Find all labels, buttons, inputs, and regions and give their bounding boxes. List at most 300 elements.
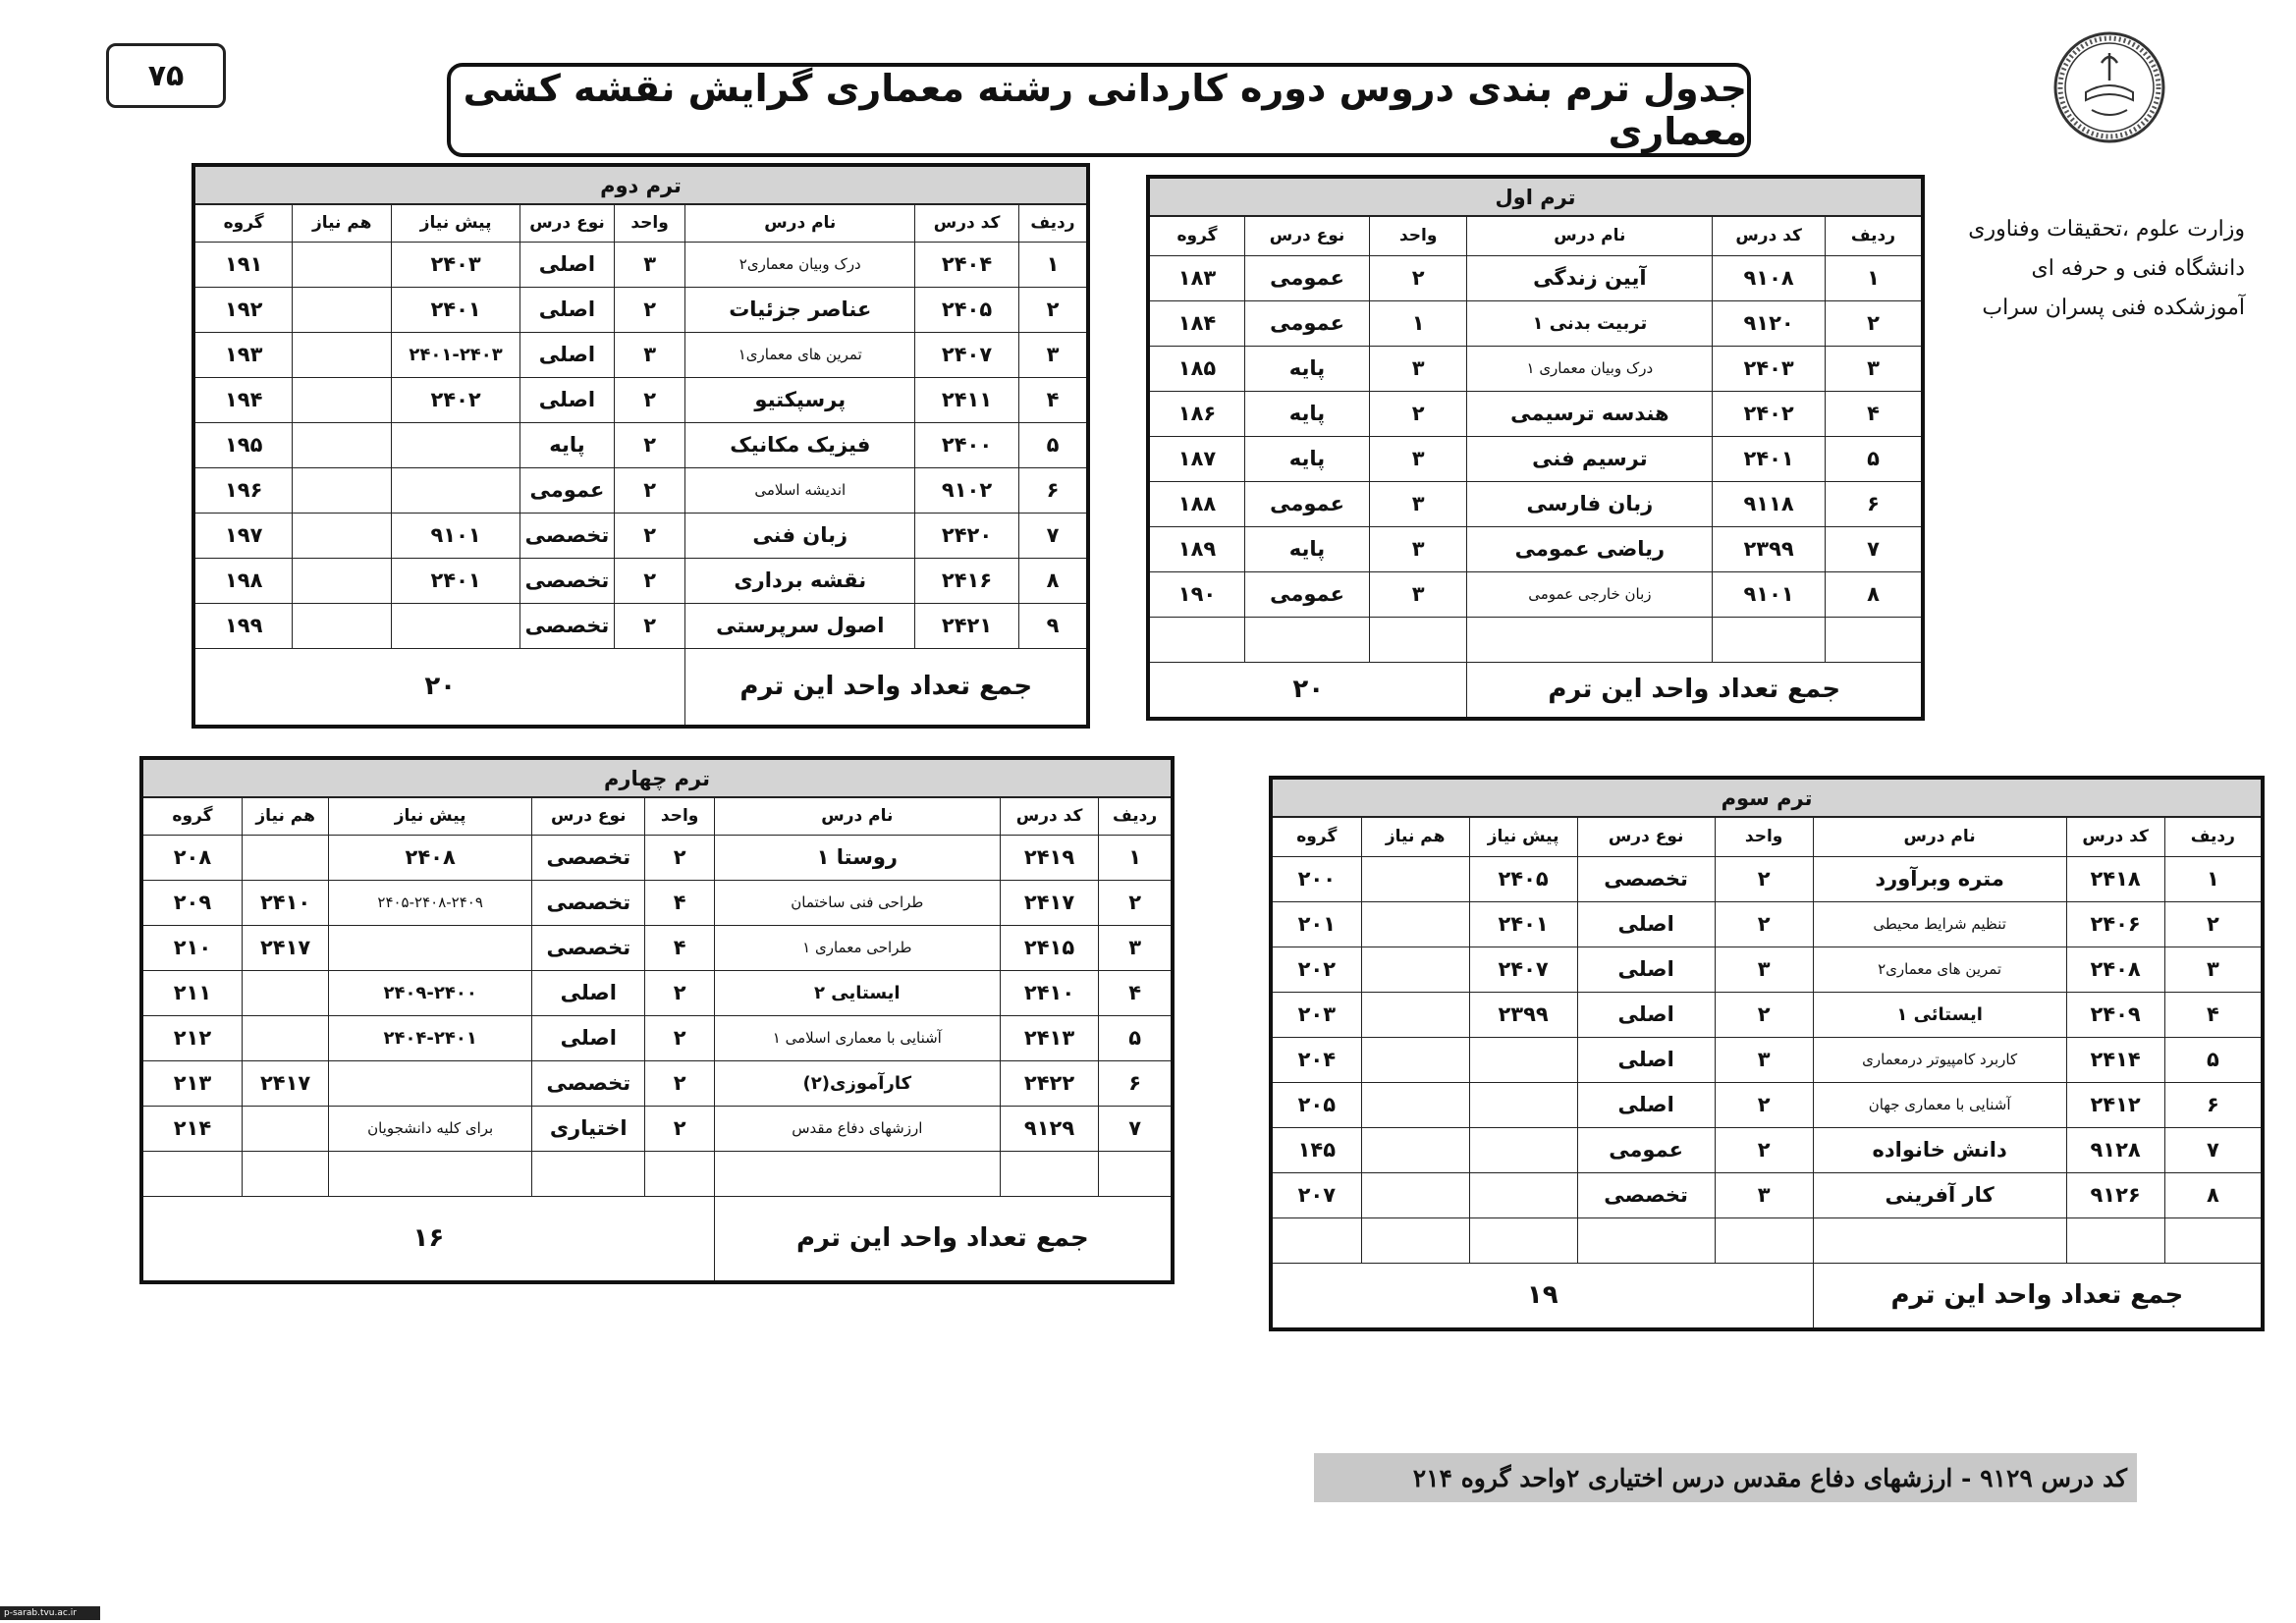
table-cell: پایه: [1245, 436, 1370, 481]
table-cell: [1148, 617, 1245, 662]
table-cell: [1361, 856, 1469, 901]
table-cell: ۲: [1715, 992, 1813, 1037]
table-row: [1148, 300, 1923, 346]
table-cell: ۲۴۰۳: [392, 242, 520, 287]
table-cell: ۲۱۰: [141, 925, 242, 970]
table-cell: ترسیم فنی: [1467, 436, 1713, 481]
table-row: [1148, 526, 1923, 571]
table-cell: [1361, 1217, 1469, 1263]
footnote: کد درس ۹۱۲۹ - ارزشهای دفاع مقدس درس اختیاری ۲واحد گروه ۲۱۴: [1314, 1453, 2137, 1502]
table-cell: ۲۴۱۷: [1000, 880, 1098, 925]
column-header: نوع درس: [1245, 216, 1370, 255]
table-cell: پایه: [1245, 526, 1370, 571]
table-cell: ۳: [1099, 925, 1173, 970]
table-cell: ۳: [1715, 1172, 1813, 1217]
table-row: [193, 422, 1088, 467]
table-cell: ۷: [1018, 513, 1088, 558]
table-cell: [329, 925, 532, 970]
table-cell: ۱۹۳: [193, 332, 293, 377]
table-cell: ۲۴۰۸: [2066, 947, 2164, 992]
table-cell: ۳: [1715, 947, 1813, 992]
table-cell: عناصر جزئیات: [685, 287, 915, 332]
table-cell: تخصصی: [532, 835, 645, 880]
table-cell: [293, 287, 392, 332]
table-cell: ۳: [1715, 1037, 1813, 1082]
table-cell: ۲۰۵: [1271, 1082, 1361, 1127]
table-cell: دانش خانواده: [1813, 1127, 2066, 1172]
table-cell: ۲: [1715, 856, 1813, 901]
table-cell: ۲۰۴: [1271, 1037, 1361, 1082]
column-header: واحد: [1369, 216, 1467, 255]
table-cell: [293, 377, 392, 422]
table-row: [193, 558, 1088, 603]
table-cell: ۳: [2164, 947, 2263, 992]
table-cell: ۱: [1369, 300, 1467, 346]
table-cell: ایستائی ۱: [1813, 992, 2066, 1037]
table-cell: ۹۱۲۶: [2066, 1172, 2164, 1217]
table-cell: ۲۱۲: [141, 1015, 242, 1060]
table-cell: ۲: [645, 1060, 714, 1106]
table-row: [1271, 1217, 2263, 1263]
table-cell: ۸: [2164, 1172, 2263, 1217]
table-cell: اصلی: [532, 1015, 645, 1060]
table-cell: تخصصی: [1577, 856, 1715, 901]
table-cell: ۲۴۰۴-۲۴۰۱: [329, 1015, 532, 1060]
table-cell: درک وبیان معماری۲: [685, 242, 915, 287]
table-cell: ارزشهای دفاع مقدس: [714, 1106, 1000, 1151]
column-header: هم نیاز: [242, 797, 328, 835]
table-cell: تنظیم شرایط محیطی: [1813, 901, 2066, 947]
table-row: [193, 513, 1088, 558]
table-row: [193, 242, 1088, 287]
table-cell: [1099, 1151, 1173, 1196]
table-cell: ۱۹۸: [193, 558, 293, 603]
table-cell: عمومی: [520, 467, 615, 513]
table-cell: ۴: [645, 880, 714, 925]
table-row: [193, 287, 1088, 332]
table-row: [1271, 1037, 2263, 1082]
table-row: [1148, 571, 1923, 617]
table-cell: ۹۱۰۱: [392, 513, 520, 558]
table-row: [1148, 346, 1923, 391]
column-header: واحد: [1715, 817, 1813, 856]
table-cell: [392, 603, 520, 648]
table-cell: ۲۳۹۹: [1713, 526, 1826, 571]
table-cell: تخصصی: [532, 925, 645, 970]
column-header: کد درس: [1000, 797, 1098, 835]
table-cell: آشنایی با معماری اسلامی ۱: [714, 1015, 1000, 1060]
table-cell: ریاضی عمومی: [1467, 526, 1713, 571]
table-cell: ۳: [614, 242, 685, 287]
table-cell: پایه: [1245, 346, 1370, 391]
table-cell: ۲۴۱۸: [2066, 856, 2164, 901]
table-cell: درک وبیان معماری ۱: [1467, 346, 1713, 391]
table-cell: ۲: [1826, 300, 1924, 346]
column-header: کد درس: [2066, 817, 2164, 856]
table-cell: ۲: [614, 377, 685, 422]
table-cell: ۱۸۷: [1148, 436, 1245, 481]
table-cell: ۲: [614, 513, 685, 558]
table-cell: ۹۱۲۰: [1713, 300, 1826, 346]
total-label: جمع تعداد واحد این ترم: [1813, 1263, 2263, 1329]
table-cell: ۲۴۰۵-۲۴۰۸-۲۴۰۹: [329, 880, 532, 925]
table-cell: [1715, 1217, 1813, 1263]
table-cell: ۲: [1715, 1127, 1813, 1172]
table-cell: اصلی: [1577, 992, 1715, 1037]
table-cell: ۲: [614, 422, 685, 467]
table-cell: [1271, 1217, 1361, 1263]
table-cell: ۷: [1826, 526, 1924, 571]
term-title: ترم سوم: [1271, 778, 2263, 817]
table-cell: اصلی: [1577, 1082, 1715, 1127]
column-header: نام درس: [1467, 216, 1713, 255]
table-cell: [1361, 992, 1469, 1037]
table-cell: ۲۴۱۹: [1000, 835, 1098, 880]
column-header: کد درس: [1713, 216, 1826, 255]
table-cell: زبان فنی: [685, 513, 915, 558]
table-cell: ۱۹۴: [193, 377, 293, 422]
total-value: ۲۰: [193, 648, 685, 727]
table-cell: اصلی: [520, 242, 615, 287]
table-cell: تخصصی: [520, 513, 615, 558]
column-header: کد درس: [915, 204, 1019, 242]
table-cell: ۲۴۰۹: [2066, 992, 2164, 1037]
table-cell: ۲: [614, 603, 685, 648]
table-cell: [293, 422, 392, 467]
table-cell: [714, 1151, 1000, 1196]
table-cell: کار آفرینی: [1813, 1172, 2066, 1217]
term-title: ترم اول: [1148, 177, 1923, 216]
term2-table: [191, 163, 1090, 729]
table-cell: هندسه ترسیمی: [1467, 391, 1713, 436]
table-cell: ۹: [1018, 603, 1088, 648]
term-title: ترم چهارم: [141, 758, 1173, 797]
table-cell: عمومی: [1245, 255, 1370, 300]
table-cell: ۹۱۰۸: [1713, 255, 1826, 300]
table-cell: ۲: [2164, 901, 2263, 947]
table-cell: ۱۹۵: [193, 422, 293, 467]
table-cell: ۴: [1099, 970, 1173, 1015]
column-header: نوع درس: [532, 797, 645, 835]
table-cell: ۲۴۱۱: [915, 377, 1019, 422]
table-cell: ۲۴۰۱: [1469, 901, 1577, 947]
total-label: جمع تعداد واحد این ترم: [714, 1196, 1173, 1282]
page-number: ۷۵: [106, 43, 226, 108]
table-row: [1148, 617, 1923, 662]
table-cell: تخصصی: [532, 880, 645, 925]
table-cell: ۲۰۷: [1271, 1172, 1361, 1217]
table-row: [193, 377, 1088, 422]
term1-table: [1146, 175, 1925, 721]
table-cell: ۳: [1369, 481, 1467, 526]
column-header: ردیف: [2164, 817, 2263, 856]
table-cell: ۹۱۰۱: [1713, 571, 1826, 617]
table-cell: ۸: [1018, 558, 1088, 603]
table-cell: [1713, 617, 1826, 662]
table-cell: ۴: [1018, 377, 1088, 422]
table-cell: ۱۹۶: [193, 467, 293, 513]
column-header: گروه: [1148, 216, 1245, 255]
table-cell: [293, 332, 392, 377]
table-cell: تخصصی: [520, 603, 615, 648]
table-cell: ۲: [614, 287, 685, 332]
table-row: [141, 835, 1173, 880]
table-cell: ۲: [1369, 391, 1467, 436]
table-cell: [1361, 1172, 1469, 1217]
table-cell: ۲۴۰۰: [915, 422, 1019, 467]
table-cell: ۱۸۵: [1148, 346, 1245, 391]
table-cell: ۲۴۲۱: [915, 603, 1019, 648]
table-cell: عمومی: [1245, 481, 1370, 526]
table-cell: ۳: [1369, 346, 1467, 391]
table-cell: ۲۱۳: [141, 1060, 242, 1106]
institute-line-college: آموزشکده فنی پسران سراب: [1982, 296, 2245, 320]
table-cell: ۲: [645, 970, 714, 1015]
table-cell: [645, 1151, 714, 1196]
table-row: [1271, 856, 2263, 901]
table-cell: برای کلیه دانشجویان: [329, 1106, 532, 1151]
institute-info: [1944, 210, 2245, 328]
table-cell: فیزیک مکانیک: [685, 422, 915, 467]
column-header: واحد: [614, 204, 685, 242]
table-cell: [1361, 1037, 1469, 1082]
table-cell: ۲۰۲: [1271, 947, 1361, 992]
table-cell: عمومی: [1577, 1127, 1715, 1172]
table-cell: ۲: [1099, 880, 1173, 925]
table-cell: ۱۹۹: [193, 603, 293, 648]
table-row: [193, 467, 1088, 513]
table-cell: ۲۴۱۲: [2066, 1082, 2164, 1127]
table-cell: ۶: [1826, 481, 1924, 526]
total-value: ۲۰: [1148, 662, 1467, 719]
table-cell: ۲۴۱۶: [915, 558, 1019, 603]
table-row: [1148, 255, 1923, 300]
table-cell: ۲۴۰۴: [915, 242, 1019, 287]
table-cell: ۲۴۰۲: [392, 377, 520, 422]
column-header: پیش نیاز: [329, 797, 532, 835]
table-cell: عمومی: [1245, 571, 1370, 617]
table-cell: ۱۸۶: [1148, 391, 1245, 436]
table-cell: زبان فارسی: [1467, 481, 1713, 526]
table-cell: آیین زندگی: [1467, 255, 1713, 300]
table-cell: ۳: [1369, 526, 1467, 571]
column-header: گروه: [141, 797, 242, 835]
table-cell: ۳: [614, 332, 685, 377]
table-cell: تخصصی: [520, 558, 615, 603]
term3-table: [1269, 776, 2265, 1331]
table-cell: ۲۴۰۱: [392, 558, 520, 603]
table-cell: اصلی: [520, 332, 615, 377]
table-cell: ۲۴۰۸: [329, 835, 532, 880]
table-cell: ۴: [2164, 992, 2263, 1037]
table-cell: [2164, 1217, 2263, 1263]
table-cell: [1245, 617, 1370, 662]
table-cell: ۲۰۸: [141, 835, 242, 880]
table-cell: [1469, 1127, 1577, 1172]
table-cell: [1577, 1217, 1715, 1263]
table-cell: ۲۴۱۴: [2066, 1037, 2164, 1082]
table-cell: ۱۹۲: [193, 287, 293, 332]
table-cell: ۶: [1018, 467, 1088, 513]
table-cell: اصلی: [1577, 1037, 1715, 1082]
table-cell: ۲۴۱۳: [1000, 1015, 1098, 1060]
table-cell: ۲۰۱: [1271, 901, 1361, 947]
table-cell: ۲۴۱۰: [1000, 970, 1098, 1015]
table-cell: [1467, 617, 1713, 662]
table-cell: پایه: [1245, 391, 1370, 436]
column-header: نام درس: [685, 204, 915, 242]
table-cell: [293, 603, 392, 648]
table-cell: نقشه برداری: [685, 558, 915, 603]
table-cell: [141, 1151, 242, 1196]
table-row: [1271, 1082, 2263, 1127]
table-cell: [1826, 617, 1924, 662]
table-row: [193, 332, 1088, 377]
table-cell: اصلی: [520, 287, 615, 332]
table-cell: ۵: [2164, 1037, 2263, 1082]
table-row: [1148, 481, 1923, 526]
table-cell: آشنایی با معماری جهان: [1813, 1082, 2066, 1127]
table-cell: تمرین های معماری۱: [685, 332, 915, 377]
column-header: ردیف: [1099, 797, 1173, 835]
table-cell: ۲۰۰: [1271, 856, 1361, 901]
table-cell: [1469, 1172, 1577, 1217]
table-cell: ۲۴۲۰: [915, 513, 1019, 558]
table-row: [1271, 947, 2263, 992]
table-cell: ۲۴۰۱: [392, 287, 520, 332]
table-cell: اختیاری: [532, 1106, 645, 1151]
table-cell: ۲۴۰۷: [1469, 947, 1577, 992]
table-cell: ۱۸۳: [1148, 255, 1245, 300]
table-cell: ۲۴۰۲: [1713, 391, 1826, 436]
table-cell: ۲۴۰۳: [1713, 346, 1826, 391]
table-cell: پایه: [520, 422, 615, 467]
table-cell: [392, 422, 520, 467]
table-row: [141, 1060, 1173, 1106]
table-cell: [1469, 1037, 1577, 1082]
table-cell: [242, 1015, 328, 1060]
table-row: [141, 1106, 1173, 1151]
table-cell: ۲: [1369, 255, 1467, 300]
table-cell: ۲: [645, 1106, 714, 1151]
table-cell: اصلی: [1577, 947, 1715, 992]
column-header: هم نیاز: [1361, 817, 1469, 856]
table-cell: تمرین های معماری۲: [1813, 947, 2066, 992]
table-cell: [242, 1106, 328, 1151]
term4-table: [139, 756, 1175, 1284]
table-row: [141, 925, 1173, 970]
column-header: پیش نیاز: [1469, 817, 1577, 856]
column-header: گروه: [1271, 817, 1361, 856]
table-cell: [532, 1151, 645, 1196]
table-cell: طراحی فنی ساختمان: [714, 880, 1000, 925]
table-cell: ۲۴۱۷: [242, 925, 328, 970]
table-cell: ۲۱۴: [141, 1106, 242, 1151]
table-cell: ۲۳۹۹: [1469, 992, 1577, 1037]
table-cell: [392, 467, 520, 513]
table-cell: ۹۱۲۹: [1000, 1106, 1098, 1151]
table-cell: [329, 1151, 532, 1196]
table-cell: کارآموزی(۲): [714, 1060, 1000, 1106]
table-row: [141, 1151, 1173, 1196]
table-cell: [293, 558, 392, 603]
column-header: نوع درس: [520, 204, 615, 242]
table-row: [1271, 901, 2263, 947]
column-header: واحد: [645, 797, 714, 835]
table-cell: پرسپکتیو: [685, 377, 915, 422]
table-cell: اندیشه اسلامی: [685, 467, 915, 513]
table-cell: ۵: [1018, 422, 1088, 467]
table-cell: ایستایی ۲: [714, 970, 1000, 1015]
table-cell: ۱۹۱: [193, 242, 293, 287]
table-cell: ۲۴۱۵: [1000, 925, 1098, 970]
table-cell: ۲۴۰۶: [2066, 901, 2164, 947]
page-title: جدول ترم بندی دروس دوره کاردانی رشته معماری گرایش نقشه کشی معماری: [447, 63, 1751, 157]
table-cell: ۲۰۳: [1271, 992, 1361, 1037]
site-stamp: p-sarab.tvu.ac.ir: [0, 1606, 100, 1620]
column-header: هم نیاز: [293, 204, 392, 242]
table-cell: تربیت بدنی ۱: [1467, 300, 1713, 346]
table-cell: [1361, 947, 1469, 992]
table-cell: ۲۴۱۰: [242, 880, 328, 925]
table-cell: ۲۴۲۲: [1000, 1060, 1098, 1106]
table-cell: اصلی: [1577, 901, 1715, 947]
institute-logo-icon: [2049, 29, 2170, 145]
table-cell: ۲: [645, 1015, 714, 1060]
table-cell: [1469, 1082, 1577, 1127]
table-cell: تخصصی: [532, 1060, 645, 1106]
table-cell: ۲۴۰۱-۲۴۰۳: [392, 332, 520, 377]
table-cell: [1361, 1127, 1469, 1172]
column-header: ردیف: [1826, 216, 1924, 255]
table-row: [1148, 436, 1923, 481]
column-header: پیش نیاز: [392, 204, 520, 242]
table-cell: ۸: [1826, 571, 1924, 617]
table-cell: ۱۴۵: [1271, 1127, 1361, 1172]
table-cell: ۲۰۹: [141, 880, 242, 925]
table-cell: ۹۱۱۸: [1713, 481, 1826, 526]
institute-line-university: دانشگاه فنی و حرفه ای: [2031, 256, 2245, 281]
table-cell: [1813, 1217, 2066, 1263]
table-cell: ۱: [1099, 835, 1173, 880]
table-cell: ۳: [1369, 436, 1467, 481]
table-cell: اصلی: [532, 970, 645, 1015]
table-cell: ۵: [1099, 1015, 1173, 1060]
table-cell: [329, 1060, 532, 1106]
table-cell: ۳: [1826, 346, 1924, 391]
table-cell: طراحی معماری ۱: [714, 925, 1000, 970]
column-header: نام درس: [714, 797, 1000, 835]
table-cell: ۱: [2164, 856, 2263, 901]
table-cell: ۶: [2164, 1082, 2263, 1127]
table-cell: ۲: [614, 558, 685, 603]
table-cell: ۲: [1715, 901, 1813, 947]
column-header: نوع درس: [1577, 817, 1715, 856]
table-cell: ۱۸۹: [1148, 526, 1245, 571]
column-header: گروه: [193, 204, 293, 242]
table-cell: اصلی: [520, 377, 615, 422]
table-cell: ۲: [1715, 1082, 1813, 1127]
table-cell: [293, 242, 392, 287]
table-cell: ۹۱۲۸: [2066, 1127, 2164, 1172]
table-cell: ۶: [1099, 1060, 1173, 1106]
table-cell: کاربرد کامپیوتر درمعماری: [1813, 1037, 2066, 1082]
table-cell: ۲: [645, 835, 714, 880]
table-cell: ۷: [2164, 1127, 2263, 1172]
table-row: [193, 603, 1088, 648]
table-cell: ۲۴۰۵: [1469, 856, 1577, 901]
table-cell: ۴: [645, 925, 714, 970]
